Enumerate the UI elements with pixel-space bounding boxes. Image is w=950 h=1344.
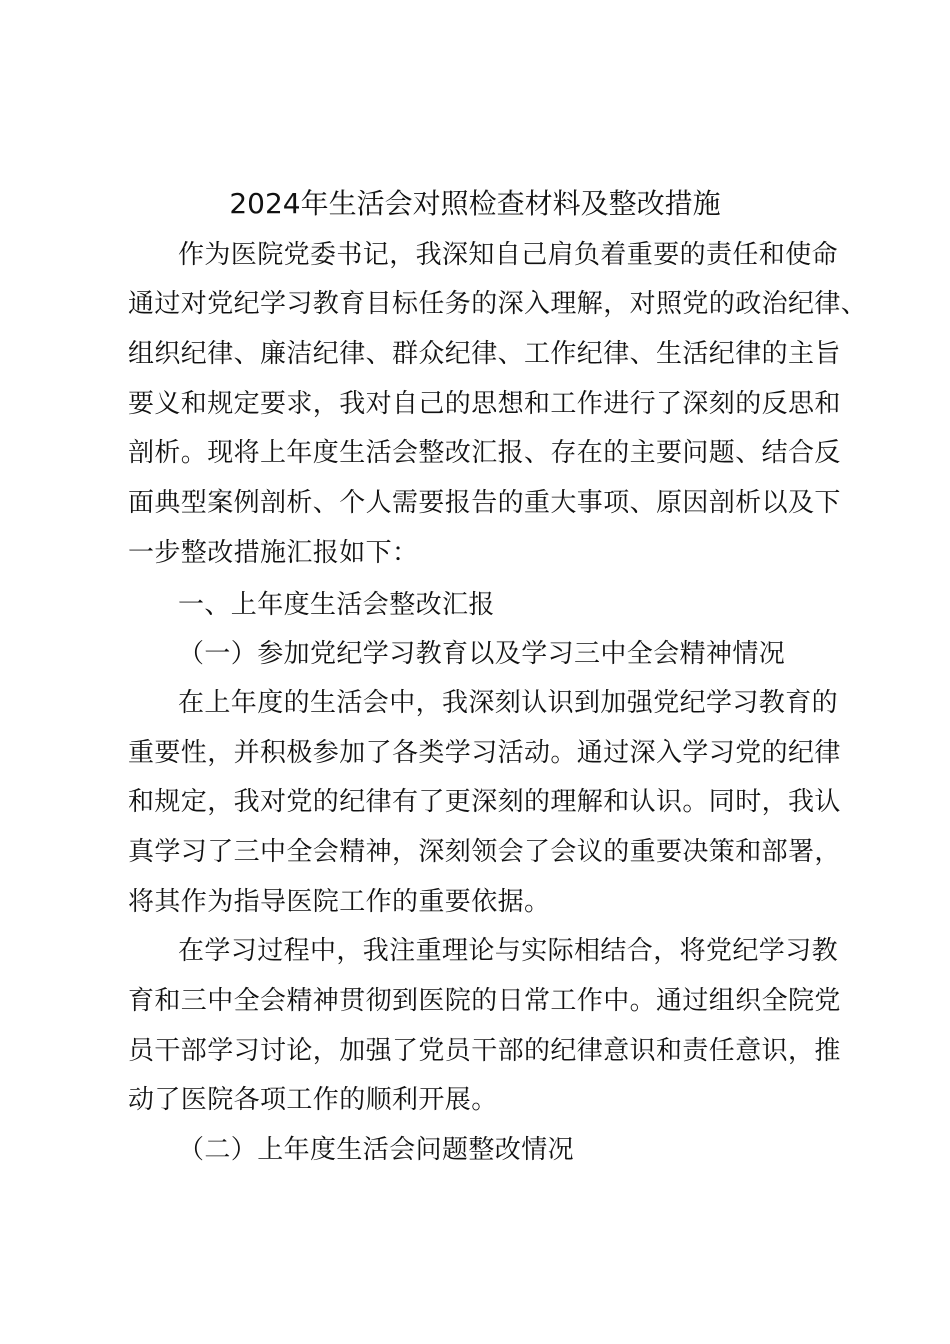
intro-line-6: 面典型案例剖析、个人需要报告的重大事项、原因剖析以及下 <box>128 488 841 518</box>
intro-line-1: 作为医院党委书记，我深知自己肩负着重要的责任和使命 <box>178 240 839 270</box>
para2-line-1: 在学习过程中，我注重理论与实际相结合，将党纪学习教 <box>178 936 839 966</box>
intro-line-7: 一步整改措施汇报如下： <box>128 538 419 568</box>
subsection-heading-1: （一）参加党纪学习教育以及学习三中全会精神情况 <box>178 639 786 669</box>
intro-line-2: 通过对党纪学习教育目标任务的深入理解，对照党的政治纪律、 <box>128 289 868 319</box>
section-heading-1: 一、上年度生活会整改汇报 <box>178 590 495 620</box>
para2-line-4: 动了医院各项工作的顺利开展。 <box>128 1085 498 1115</box>
intro-line-3: 组织纪律、廉洁纪律、群众纪律、工作纪律、生活纪律的主旨 <box>128 339 841 369</box>
para1-line-2: 重要性，并积极参加了各类学习活动。通过深入学习党的纪律 <box>128 738 841 768</box>
intro-line-5: 剖析。现将上年度生活会整改汇报、存在的主要问题、结合反 <box>128 438 841 468</box>
para1-line-5: 将其作为指导医院工作的重要依据。 <box>128 887 551 917</box>
document-title: 2024年生活会对照检查材料及整改措施 <box>229 187 721 220</box>
para1-line-1: 在上年度的生活会中，我深刻认识到加强党纪学习教育的 <box>178 688 839 718</box>
para2-line-3: 员干部学习讨论，加强了党员干部的纪律意识和责任意识，推 <box>128 1036 841 1066</box>
intro-line-4: 要义和规定要求，我对自己的思想和工作进行了深刻的反思和 <box>128 389 841 419</box>
subsection-heading-2: （二）上年度生活会问题整改情况 <box>178 1135 575 1165</box>
para1-line-3: 和规定，我对党的纪律有了更深刻的理解和认识。同时，我认 <box>128 787 841 817</box>
para1-line-4: 真学习了三中全会精神，深刻领会了会议的重要决策和部署， <box>128 837 841 867</box>
para2-line-2: 育和三中全会精神贯彻到医院的日常工作中。通过组织全院党 <box>128 986 841 1016</box>
